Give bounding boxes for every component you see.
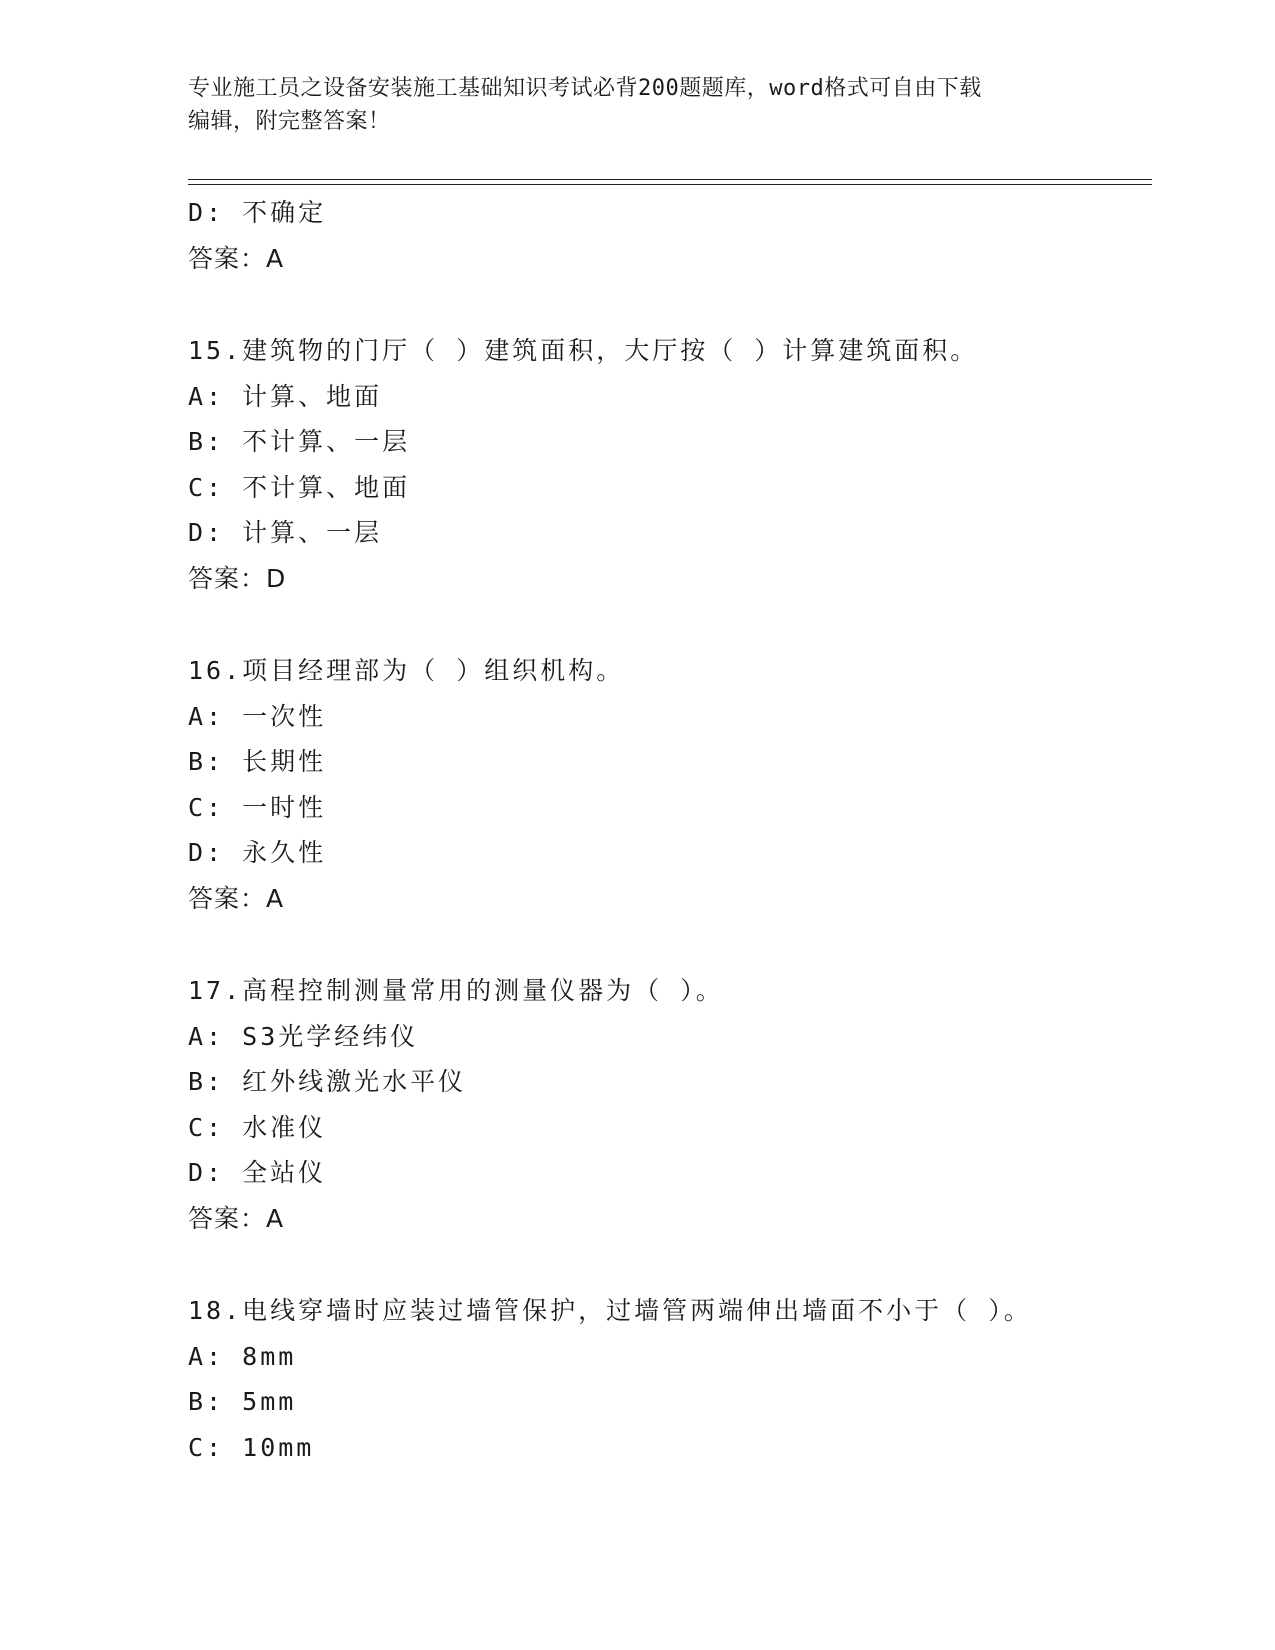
option-c: C: 一时性 [188, 792, 327, 822]
question-stem: 15.建筑物的门厅（ ）建筑面积，大厅按（ ）计算建筑面积。 [188, 336, 979, 365]
option-c: C: 不计算、地面 [188, 472, 411, 502]
option-c: C: 水准仪 [188, 1112, 327, 1142]
option-d: D: 永久性 [188, 838, 327, 867]
answer-text: 答案：A [188, 883, 285, 913]
answer-text: 答案：A [188, 243, 285, 273]
answer-text: 答案：A [188, 1203, 285, 1233]
question-18 [188, 1288, 1148, 1470]
option-a: A: 一次性 [188, 701, 327, 731]
question-stem: 16.项目经理部为（ ）组织机构。 [188, 656, 625, 685]
option-b: B: 5mm [188, 1387, 297, 1416]
option-a: A: S3光学经纬仪 [188, 1021, 419, 1051]
header-rule-top [188, 179, 1152, 180]
question-list [188, 190, 1148, 1470]
question-16 [188, 648, 1148, 921]
header-title-line-2: 编辑，附完整答案！ [188, 109, 391, 134]
option-b: B: 不计算、一层 [188, 427, 411, 456]
option-b: B: 长期性 [188, 747, 327, 776]
option-c: C: 10mm [188, 1432, 315, 1462]
option-d: D: 不确定 [188, 198, 327, 227]
option-d: D: 计算、一层 [188, 518, 383, 547]
option-b: B: 红外线激光水平仪 [188, 1067, 467, 1096]
option-a: A: 8mm [188, 1341, 297, 1371]
question-15 [188, 328, 1148, 601]
document-header [188, 72, 1088, 138]
previous-question-tail [188, 190, 1148, 281]
question-17 [188, 968, 1148, 1241]
answer-text: 答案：D [188, 563, 287, 593]
question-stem: 18.电线穿墙时应装过墙管保护，过墙管两端伸出墙面不小于（ ）。 [188, 1296, 1032, 1325]
option-a: A: 计算、地面 [188, 381, 383, 411]
header-title-line-1: 专业施工员之设备安装施工基础知识考试必背200题题库，word格式可自由下载 [188, 76, 982, 101]
question-stem: 17.高程控制测量常用的测量仪器为（ ）。 [188, 976, 724, 1005]
option-d: D: 全站仪 [188, 1158, 327, 1187]
header-rule-bottom [188, 184, 1152, 185]
